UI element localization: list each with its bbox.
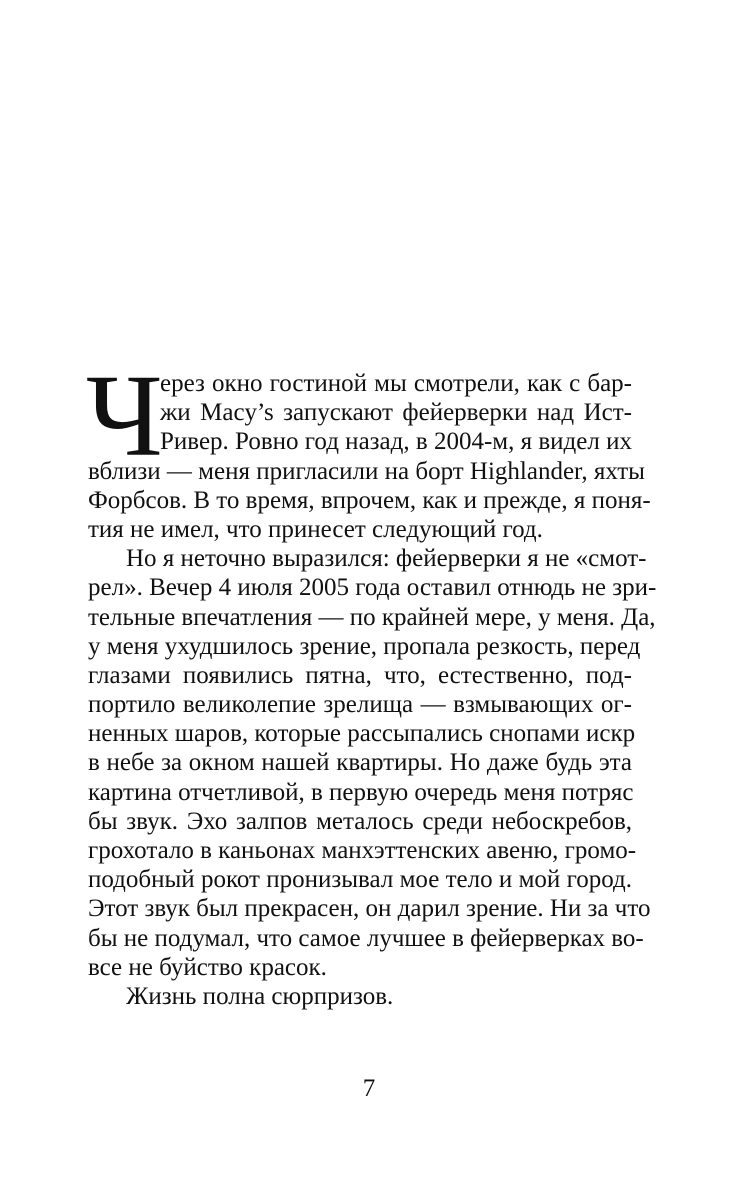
text-line: все не буйство красок. — [88, 953, 327, 981]
body-text — [86, 350, 657, 1011]
text-line: грохотало в каньонах манхэттенских авеню, громо- — [88, 837, 637, 864]
text-line: глазами появились пятна, что, естественно, под- — [88, 661, 632, 689]
text-line: бы звук. Эхо залпов металось среди небоскребов, — [88, 807, 632, 835]
text-line: рел». Вечер 4 июля 2005 года оставил отнюдь не зри- — [88, 574, 657, 602]
text-line: Но я неточно выразился: фейерверки я не «смот- — [126, 545, 647, 573]
text-line: подобный рокот пронизывал мое тело и мой город. — [88, 866, 632, 894]
text-line: ненных шаров, которые рассыпались снопами искр — [88, 720, 636, 748]
page-number: 7 — [362, 1075, 376, 1102]
text-line: Ривер. Ровно год назад, в 2004-м, я видел их — [160, 428, 632, 456]
text-line: бы не подумал, что самое лучшее в фейерверках во- — [88, 924, 644, 952]
drop-cap: Ч — [86, 350, 163, 481]
text-line: тия не имел, что принесет следующий год. — [88, 515, 543, 543]
text-line: Этот звук был прекрасен, он дарил зрение. Ни за что — [88, 895, 651, 923]
paragraph-2 — [88, 544, 657, 982]
text-line: тельные впечатления — по крайней мере, у меня. Да, — [88, 603, 656, 631]
text-line: у меня ухудшилось зрение, пропала резкость, перед — [88, 632, 641, 660]
text-line: Форбсов. В то время, впрочем, как и прежде, я поня- — [88, 486, 651, 514]
paragraph-1 — [88, 369, 651, 544]
text-line: в небе за окном нашей квартиры. Но даже будь эта — [88, 749, 632, 777]
paragraph-3 — [88, 982, 632, 1011]
text-line: ерез окно гостиной мы смотрели, как с бар- — [160, 370, 632, 397]
text-line: Жизнь полна сюрпризов. — [126, 982, 394, 1010]
text-line: картина отчетливой, в первую очередь меня потряс — [88, 778, 634, 806]
text-line: вблизи — меня пригласили на борт Highlander, яхты — [88, 457, 645, 485]
text-line: жи Macy’s запускают фейерверки над Ист- — [160, 399, 632, 427]
text-line: портило великолепие зрелища — взмывающих ог- — [88, 691, 632, 719]
